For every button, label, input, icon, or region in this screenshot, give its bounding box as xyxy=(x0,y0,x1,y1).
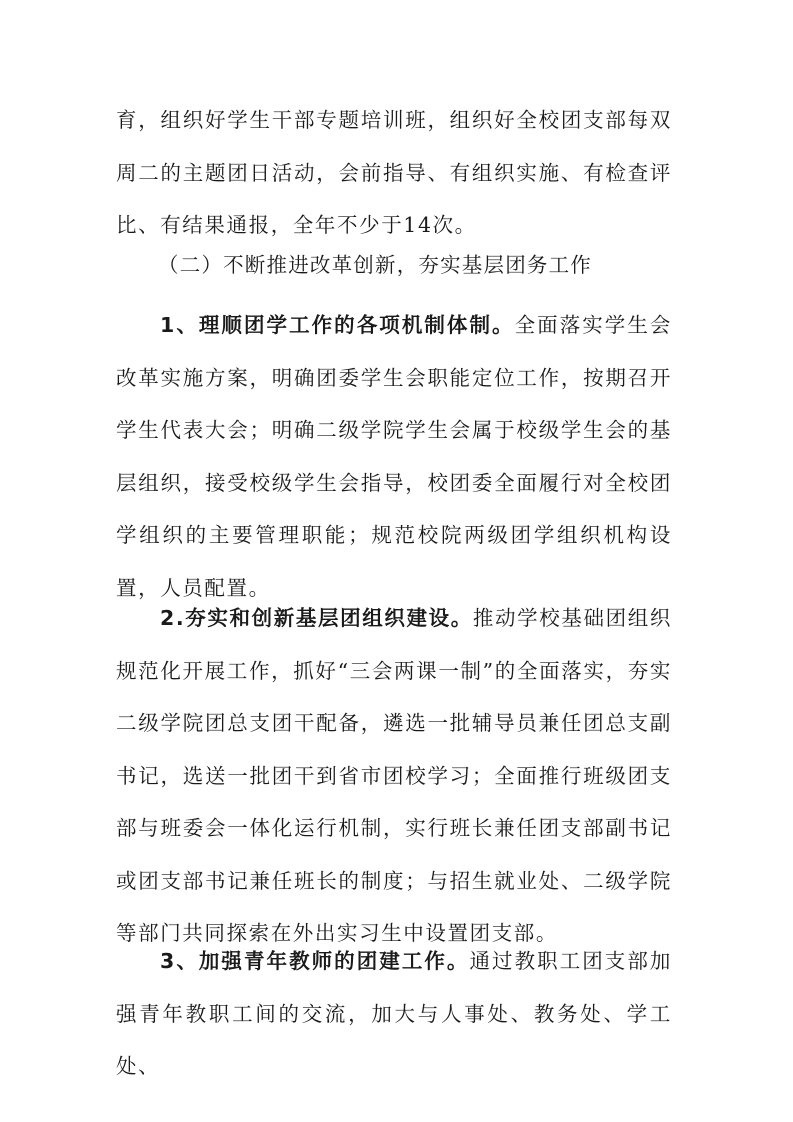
paragraph-body: 推动学校基础团组织规范化开展工作，抓好“三会两课一制”的全面落实，夯实二级学院团总支团干配备，遴选一批辅导员兼任团总支副书记，选送一批团干到省市团校学习；全面推行班级团支部与班委会一体化运行机制，实行班长兼任团支部副书记或团支部书记兼任班长的制度；与招生就业处、二级学院等部门共同探索在外出实习生中设置团支部。 xyxy=(116,606,672,945)
paragraph-text: 育，组织好学生干部专题培训班，组织好全校团支部每双周二的主题团日活动，会前指导、有组织实施、有检查评比、有结果通报，全年不少于14次。 xyxy=(116,108,672,237)
paragraph-lead: 1、理顺团学工作的各项机制体制。 xyxy=(160,313,515,337)
paragraph-body: 全面落实学生会改革实施方案，明确团委学生会职能定位工作，按期召开学生代表大会；明确二级学院学生会属于校级学生会的基层组织，接受校级学生会指导，校团委全面履行对全校团学组织的主要管理职能；规范校院两级团学组织机构设置，人员配置。 xyxy=(116,313,672,600)
paragraph-item-2 xyxy=(116,592,672,960)
paragraph-lead: 3、加强青年教师的团建工作。 xyxy=(160,949,470,973)
paragraph-item-1 xyxy=(116,299,672,614)
paragraph-lead: 2.夯实和创新基层团组织建设。 xyxy=(160,606,473,630)
paragraph-item-3 xyxy=(116,935,672,1093)
paragraph-body: 通过教职工团支部加强青年教职工间的交流，加大与人事处、教务处、学工处、 xyxy=(116,949,672,1078)
paragraph-continuation xyxy=(116,94,672,252)
section-heading: （二）不断推进改革创新，夯实基层团务工作 xyxy=(158,253,592,277)
